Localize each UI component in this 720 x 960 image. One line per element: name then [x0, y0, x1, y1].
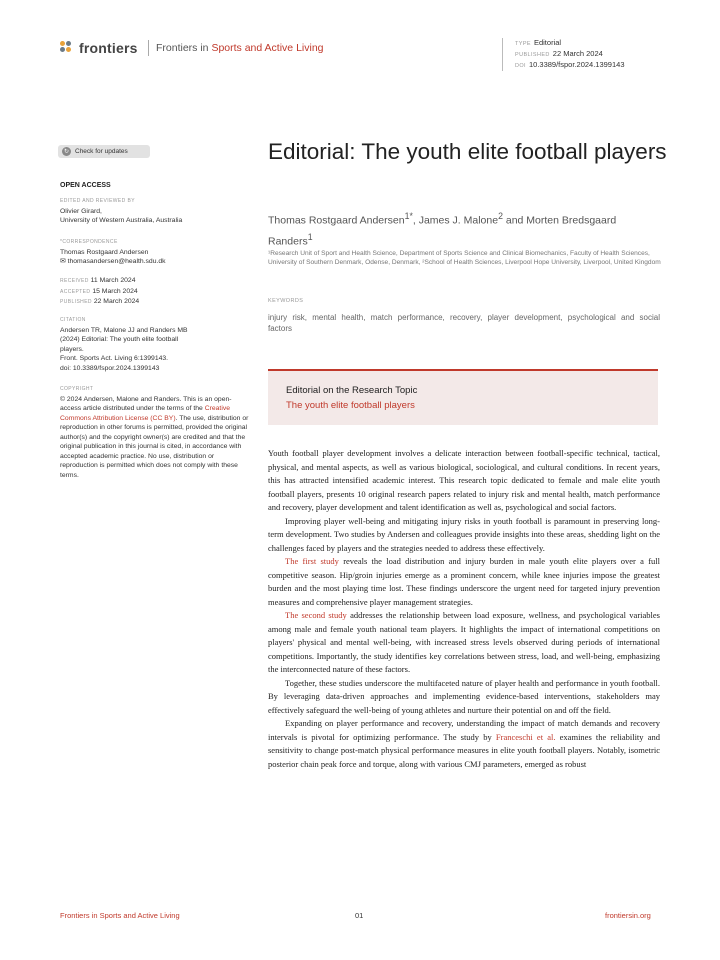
email-icon: ✉ [60, 258, 68, 265]
correspondence-email[interactable]: thomasandersen@health.sdu.dk [67, 258, 166, 265]
open-access-label: OPEN ACCESS [60, 182, 111, 189]
journal-title[interactable]: Frontiers in Sports and Active Living [156, 42, 324, 54]
research-topic-intro: Editorial on the Research Topic [286, 385, 418, 396]
page-number: 01 [355, 911, 364, 920]
paragraph: Youth football player development involves a delicate interaction between football-specific technical, tactical, physical, and mental aspects, as well as various biological, sociological, and cultural conditions. In recent years, this has attracted intensified academic interest. This research topic dedicated to female and male elite youth football players, presents 10 original research papers related to injury risk and mental health, match performance and recovery, player development and talent identification as well as, psychological and social factors. [268, 448, 660, 512]
meta-type: TYPE Editorial [515, 38, 562, 47]
franceschi-link[interactable]: Franceschi et al. [495, 731, 556, 742]
frontiers-logo[interactable] [60, 40, 138, 56]
logo-text: frontiers [79, 40, 138, 56]
footer-site-link[interactable]: frontiersin.org [605, 911, 651, 920]
author-list: Thomas Rostgaard Andersen$^{1*}$, James J. Malone$^2$ and Morten Bredsgaard Randers$^1$ [268, 211, 617, 247]
author-malone[interactable]: , James J. Malone [412, 214, 499, 227]
article-body [268, 447, 660, 771]
meta-doi: DOI 10.3389/fspor.2024.1399143 [515, 60, 625, 69]
frontiers-logo-icon [60, 41, 74, 55]
citation-block: CITATION Andersen TR, Malone JJ and Randers MB (2024) Editorial: The youth elite football players. Front. Sports Act. Living 6:1399143. doi: 10.3389/fspor.2024.1399143 [60, 317, 188, 372]
license-link[interactable]: Creative Commons Attribution License (CC BY) [60, 405, 231, 422]
article-title: Editorial: The youth elite football players [268, 139, 667, 164]
second-study-link[interactable]: The second study [285, 610, 347, 620]
paragraph: Improving player well-being and mitigating injury risks in youth football is paramount in preserving long-term development. Two studies by Andersen and colleagues provide insights into these areas, shedding light on the challenges faced by players and the strategies needed to address these effectively. [268, 515, 660, 553]
dates-block: RECEIVED 11 March 2024 ACCEPTED 15 March 2024 PUBLISHED 22 March 2024 [60, 277, 140, 305]
refresh-icon: ↻ [63, 149, 70, 155]
author-andersen[interactable]: Thomas Rostgaard Andersen [268, 214, 405, 227]
research-topic-box [268, 369, 658, 425]
article-meta [502, 38, 625, 71]
research-topic-link[interactable]: The youth elite football players [286, 400, 415, 411]
author-randers[interactable]: and Morten Bredsgaard Randers [268, 214, 617, 247]
keywords: injury risk, mental health, match performance, recovery, player development, psychological and social factors [268, 313, 660, 333]
first-study-link[interactable]: The first study [285, 556, 339, 566]
copyright-block: COPYRIGHT © 2024 Andersen, Malone and Randers. This is an open-access article distributed under the terms of the Creative Commons Attribution License (CC BY). The use, distribution or reproduction in other forums is permitted, provided the original author(s) and the copyright owner(s) are credited and that the original publication in this journal is cited, in accordance with accepted academic practice. No use, distribution or reproduction is permitted which does not comply with these terms. [60, 386, 249, 479]
paragraph: Expanding on player performance and recovery, understanding the impact of match demands and recovery intervals is pivotal for optimizing performance. The study by Franceschi et al. examines the reliability and sensitivity to change post-match physical performance measures in elite youth football players. Notably, isometric posterior chain peak force and torque, along with various CMJ parameters, emerged as robust [268, 718, 660, 769]
affiliations: ¹Research Unit of Sport and Health Science, Department of Sports Science and Clinical Biomechanics, Faculty of Health Sciences, University of Southern Denmark, Odense, Denmark, ²School of Health Sciences, Liverpool Hope University, Liverpool, United Kingdom [268, 250, 661, 267]
journal-name: Sports and Active Living [211, 42, 324, 54]
meta-published: PUBLISHED 22 March 2024 [515, 49, 603, 58]
check-for-updates-button[interactable]: ↻ Check for updates [58, 145, 150, 158]
editor-block: EDITED AND REVIEWED BY Olivier Girard, University of Western Australia, Australia [60, 198, 183, 224]
header-divider [148, 40, 149, 56]
paragraph: The first study reveals the load distribution and injury burden in male youth elite players over a full competitive season. Hip/groin injuries emerge as a prominent concern, while knee injuries impose the greatest burden and the most playing time lost. These findings underscore the urgent need for targeted injury prevention measures and comprehensive player management strategies. [268, 556, 661, 607]
footer-journal[interactable]: Frontiers in Sports and Active Living [60, 911, 180, 920]
correspondence-block: *CORRESPONDENCE Thomas Rostgaard Andersen ✉ thomasandersen@health.sdu.dk [60, 239, 166, 265]
paragraph: Together, these studies underscore the multifaceted nature of player health and performance in youth football. By leveraging data-driven approaches and implementing evidence-based interventions, stakeholders may effectively safeguard the well-being of young athletes and nurture their potential on and off the field. [268, 677, 660, 715]
keywords-label: KEYWORDS [268, 298, 304, 304]
paragraph: The second study addresses the relationship between load exposure, wellness, and psychological variables among male and female youth national team players. It highlights the impact of international competitions on players' physical and mental well-being, with increased stress levels observed during periods of international competitions. Importantly, the study identifies key correlations between stress, load, and well-being, emphasizing the interconnected nature of these factors. [268, 610, 660, 674]
